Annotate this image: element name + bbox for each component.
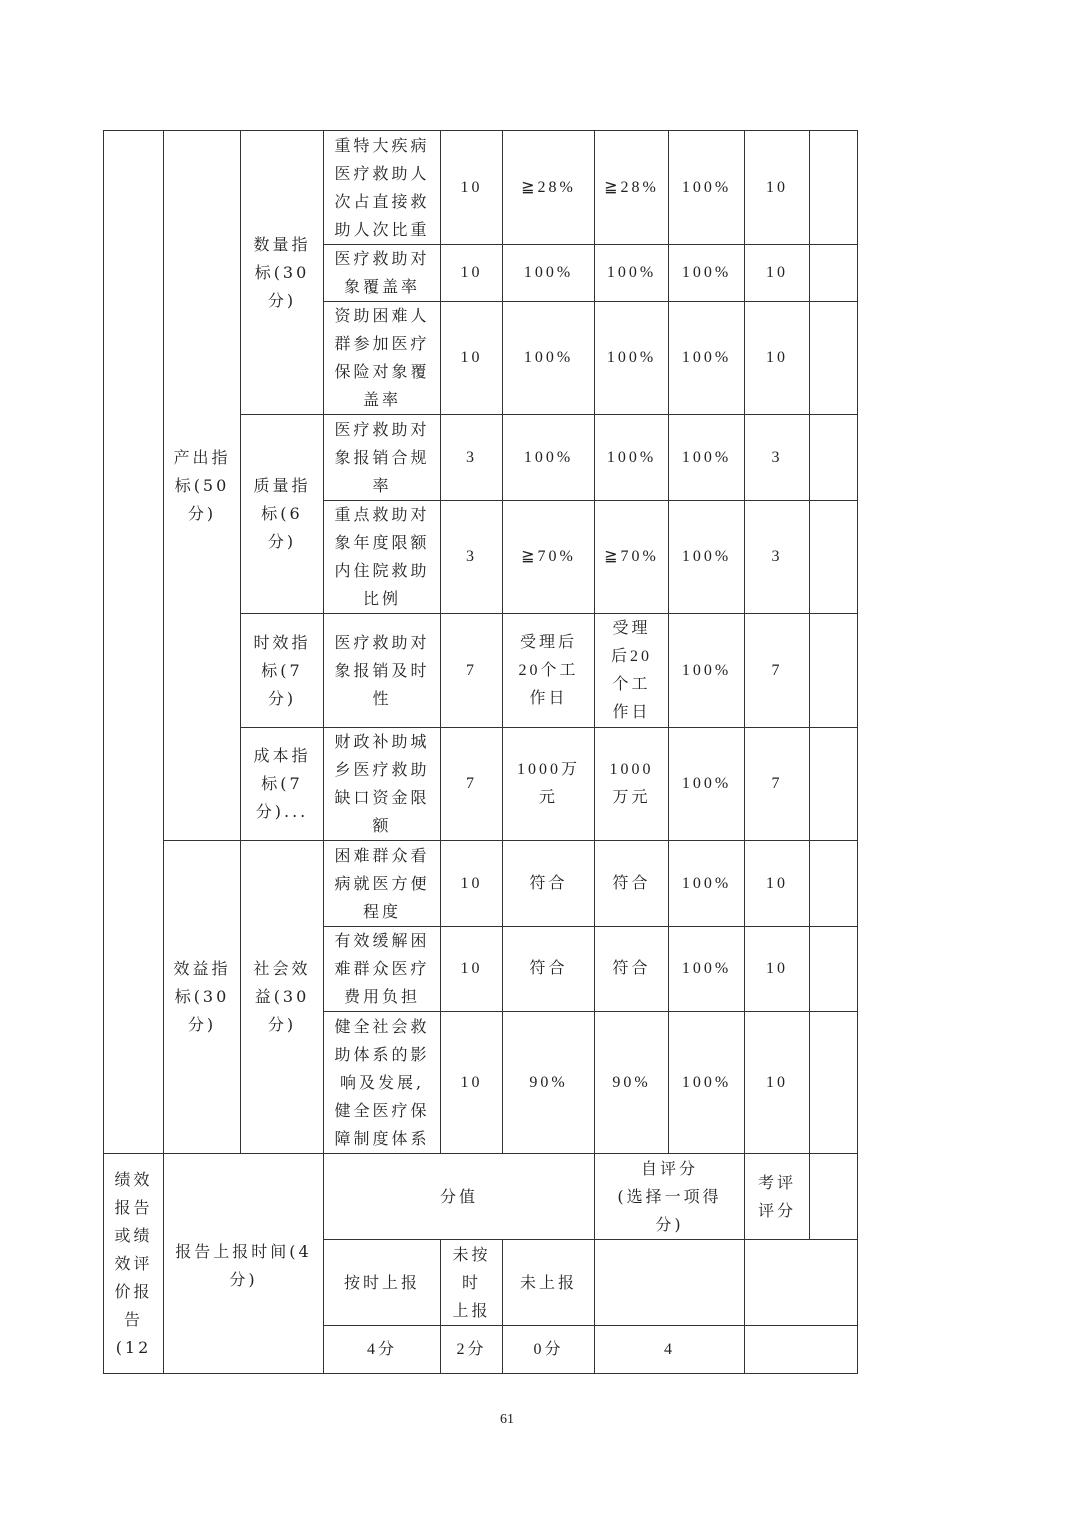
target-cell: 符合 [503,927,595,1012]
actual-cell: ≧70% [595,501,669,614]
indicator-name: 资助困难人 群参加医疗 保险对象覆 盖率 [324,302,441,415]
actual-cell: 100% [595,415,669,501]
note-cell [810,1154,858,1240]
note-cell [810,131,858,245]
review-score-blank [745,1240,858,1326]
report-section-label: 绩效 报告 或绩 效评 价报 告 (12 [104,1154,164,1374]
target-cell: 100% [503,415,595,501]
target-cell: 1000万 元 [503,728,595,841]
target-cell: 100% [503,245,595,302]
score-cell: 10 [745,1012,810,1154]
target-cell: ≧70% [503,501,595,614]
indicator-name: 有效缓解困 难群众医疗 费用负担 [324,927,441,1012]
actual-cell: ≧28% [595,131,669,245]
weight-cell: 10 [441,302,503,415]
target-cell: 100% [503,302,595,415]
cost-indicator-label: 成本指 标(7 分)... [241,728,324,841]
indicator-name: 困难群众看 病就医方便 程度 [324,841,441,927]
score-cell: 10 [745,302,810,415]
rate-cell: 100% [669,501,745,614]
note-cell [810,927,858,1012]
score-cell: 3 [745,415,810,501]
rate-cell: 100% [669,302,745,415]
indicator-name: 财政补助城 乡医疗救助 缺口资金限 额 [324,728,441,841]
note-cell [810,1012,858,1154]
note-cell [810,614,858,728]
self-score-value: 4 [595,1326,745,1374]
weight-cell: 10 [441,927,503,1012]
self-score-header: 自评分 (选择一项得 分) [595,1154,745,1240]
table-row [104,131,858,245]
quality-indicator-label: 质量指 标(6 分) [241,415,324,614]
level1-blank-cell [104,131,164,1154]
score-cell: 10 [745,131,810,245]
note-cell [810,501,858,614]
actual-cell: 90% [595,1012,669,1154]
rate-cell: 100% [669,245,745,302]
late-points: 2分 [441,1326,503,1374]
indicator-name: 医疗救助对 象报销及时 性 [324,614,441,728]
report-header-row [104,1154,858,1240]
rate-cell: 100% [669,131,745,245]
weight-cell: 3 [441,501,503,614]
weight-cell: 7 [441,614,503,728]
social-benefit-label: 社会效 益(30 分) [241,841,324,1154]
score-cell: 10 [745,245,810,302]
note-cell [810,245,858,302]
quantity-indicator-label: 数量指 标(30 分) [241,131,324,415]
table-row [104,841,858,927]
actual-cell: 100% [595,245,669,302]
rate-cell: 100% [669,728,745,841]
weight-cell: 10 [441,245,503,302]
indicator-name: 医疗救助对 象覆盖率 [324,245,441,302]
rate-cell: 100% [669,927,745,1012]
page-number: 61 [500,1412,514,1427]
actual-cell: 1000 万元 [595,728,669,841]
indicator-name: 重特大疾病 医疗救助人 次占直接救 助人次比重 [324,131,441,245]
late-option: 未按 时 上报 [441,1240,503,1326]
not-reported-option: 未上报 [503,1240,595,1326]
value-header: 分值 [324,1154,595,1240]
weight-cell: 10 [441,841,503,927]
target-cell: 受理后 20个工 作日 [503,614,595,728]
score-cell: 7 [745,614,810,728]
rate-cell: 100% [669,415,745,501]
benefit-indicator-label: 效益指 标(30 分) [164,841,241,1154]
weight-cell: 10 [441,1012,503,1154]
on-time-points: 4分 [324,1326,441,1374]
target-cell: 符合 [503,841,595,927]
actual-cell: 符合 [595,927,669,1012]
weight-cell: 10 [441,131,503,245]
score-cell: 10 [745,841,810,927]
indicator-name: 重点救助对 象年度限额 内住院救助 比例 [324,501,441,614]
score-cell: 7 [745,728,810,841]
note-cell [810,415,858,501]
note-cell [810,302,858,415]
actual-cell: 符合 [595,841,669,927]
performance-table [103,130,858,1374]
report-item-label: 报告上报时间(4 分) [164,1154,324,1374]
actual-cell: 受理 后20 个工 作日 [595,614,669,728]
review-score-value [745,1326,858,1374]
target-cell: ≧28% [503,131,595,245]
rate-cell: 100% [669,841,745,927]
output-indicator-label: 产出指 标(50 分) [164,131,241,841]
target-cell: 90% [503,1012,595,1154]
weight-cell: 7 [441,728,503,841]
weight-cell: 3 [441,415,503,501]
rate-cell: 100% [669,614,745,728]
indicator-name: 健全社会救 助体系的影 响及发展, 健全医疗保 障制度体系 [324,1012,441,1154]
score-cell: 10 [745,927,810,1012]
self-score-blank [595,1240,745,1326]
not-reported-points: 0分 [503,1326,595,1374]
rate-cell: 100% [669,1012,745,1154]
on-time-option: 按时上报 [324,1240,441,1326]
actual-cell: 100% [595,302,669,415]
note-cell [810,841,858,927]
score-cell: 3 [745,501,810,614]
review-score-header: 考评 评分 [745,1154,810,1240]
indicator-name: 医疗救助对 象报销合规 率 [324,415,441,501]
timeliness-indicator-label: 时效指 标(7 分) [241,614,324,728]
note-cell [810,728,858,841]
